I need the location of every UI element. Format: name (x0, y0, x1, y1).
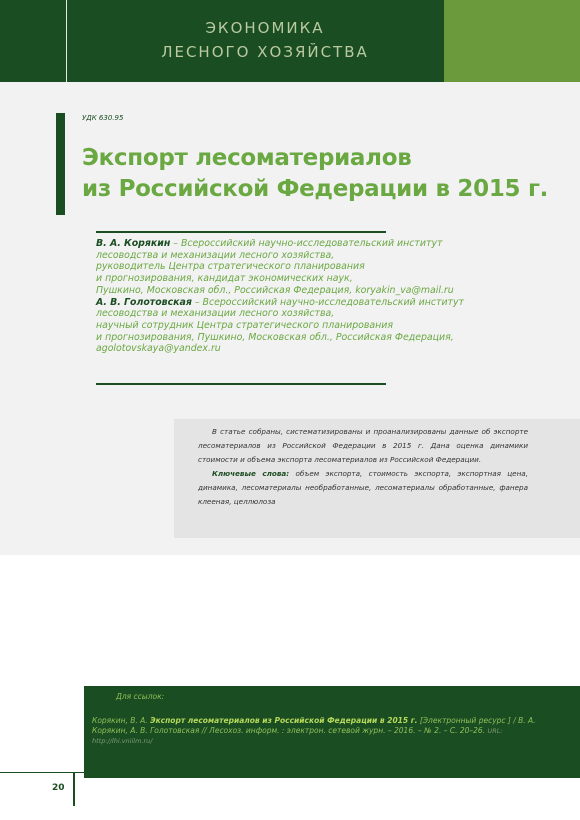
journal-banner-accent (444, 0, 580, 82)
abstract (198, 425, 528, 509)
title-side-bar (56, 113, 65, 215)
footer-divider (73, 772, 75, 806)
authors-top-rule (96, 231, 386, 233)
author2-name: А. В. Голотовская (96, 296, 192, 308)
article-title-line2: из Российской Федерации в 2015 г. (82, 176, 549, 202)
article-title-line1: Экспорт лесоматериалов (82, 145, 412, 171)
citation-heading: Для ссылок: (116, 692, 165, 701)
authors-bottom-rule (96, 383, 386, 385)
author2-line4: и прогнозирования, Пушкино, Московская обл., Российская Федерация, (96, 331, 454, 343)
author1-line2: лесоводства и механизации лесного хозяйства, (96, 249, 335, 261)
banner-divider (66, 0, 67, 82)
authors-block (96, 238, 536, 355)
author2-line3: научный сотрудник Центра стратегического планирования (96, 319, 394, 331)
keywords-label: Ключевые слова: (212, 469, 290, 478)
citation-text (92, 716, 562, 746)
citation-authors: Корякин, В. А. (92, 716, 151, 725)
abstract-text: В статье собраны, систематизированы и проанализированы данные об экспорте лесоматериалов из Российской Федерации в 2015 г. Дана оценка динамики стоимости и объема экспорта лесоматериалов из Российской Федерации. (198, 427, 528, 464)
article-title (82, 143, 549, 205)
page-number: 20 (52, 783, 65, 793)
author2-affiliation: – Всероссийский научно-исследовательский институт (191, 296, 465, 308)
udk-code: УДК 630.95 (82, 114, 124, 122)
author2-line5: agolotovskaya@yandex.ru (96, 343, 221, 355)
author1-line5: Пушкино, Московская обл., Российская Федерация, koryakin_va@mail.ru (96, 284, 454, 296)
author1-affiliation: – Всероссийский научно-исследовательский институт (170, 238, 443, 249)
citation-url[interactable]: URL: http://lhi.vniilm.ru/ (92, 727, 503, 745)
author1-name: В. А. Корякин (96, 238, 171, 249)
journal-section-title (150, 16, 380, 64)
journal-title-line2: ЛЕСНОГО ХОЗЯЙСТВА (161, 43, 369, 61)
citation-details: [Электронный ресурс ] / В. А. Корякин, А. В. Голотовская // Лесохоз. информ. : электрон. сетевой журн. – 2016. – № 2. – С. 20–26. (92, 716, 536, 735)
journal-title-line1: ЭКОНОМИКА (205, 19, 325, 37)
footer-rule (0, 772, 318, 773)
author1-line3: руководитель Центра стратегического планирования (96, 261, 365, 273)
keywords-text: объем экспорта, стоимость экспорта, экспортная цена, динамика, лесоматериалы необработанные, лесоматериалы обработанные, фанера клееная, целлюлоза (198, 469, 528, 506)
citation-title: Экспорт лесоматериалов из Российской Федерации в 2015 г. (150, 716, 418, 725)
author1-line4: и прогнозирования, кандидат экономических наук, (96, 273, 353, 285)
author2-line2: лесоводства и механизации лесного хозяйства, (96, 308, 335, 320)
